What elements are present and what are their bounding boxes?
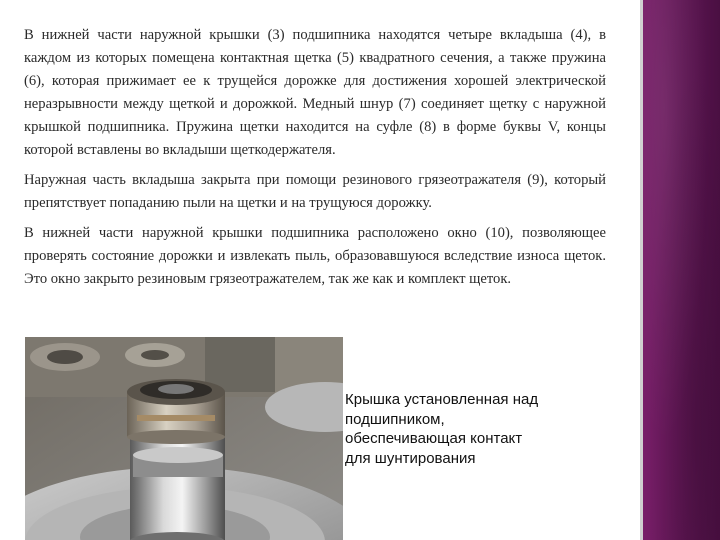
- caption-line: для шунтирования: [345, 449, 476, 467]
- body-text: [24, 24, 606, 298]
- decorative-side-band: [640, 0, 720, 540]
- paragraph-brushes: В нижней части наружной крышки (3) подшипника находятся четыре вкладыша (4), в каждом из которых помещена контактная щетка (5) квадратного сечения, а также пружина (6), которая прижимает ее к трущейся дорожке для достижения хорошей электрической неразрывности между щеткой и дорожкой. Медный шнур (7) соединяет щетку с наружной крышкой подшипника. Пружина щетки находится на суфле (8) в форме буквы V, концы которой вставлены во вкладыши щеткодержателя.: [24, 27, 606, 158]
- paragraph-window: В нижней части наружной крышки подшипника расположено окно (10), позволяющее проверять состояние дорожки и извлекать пыль, образовавшуюся вследствие износа щеток. Это окно закрыто резиновым грязеотражателем, так же как и комплект щеток.: [24, 225, 606, 287]
- caption-line: подшипником,: [345, 410, 445, 428]
- bearing-cover-photo: [25, 337, 343, 540]
- caption-line: Крышка установленная над: [345, 391, 539, 408]
- caption-line: обеспечивающая контакт: [345, 430, 523, 447]
- paragraph-dust-guard: Наружная часть вкладыша закрыта при помощи резинового грязеотражателя (9), который препятствует попаданию пыли на щетки и на трущуюся дорожку.: [24, 172, 606, 211]
- photo-caption: [345, 390, 585, 468]
- bearing-cover-illustration: [25, 337, 343, 540]
